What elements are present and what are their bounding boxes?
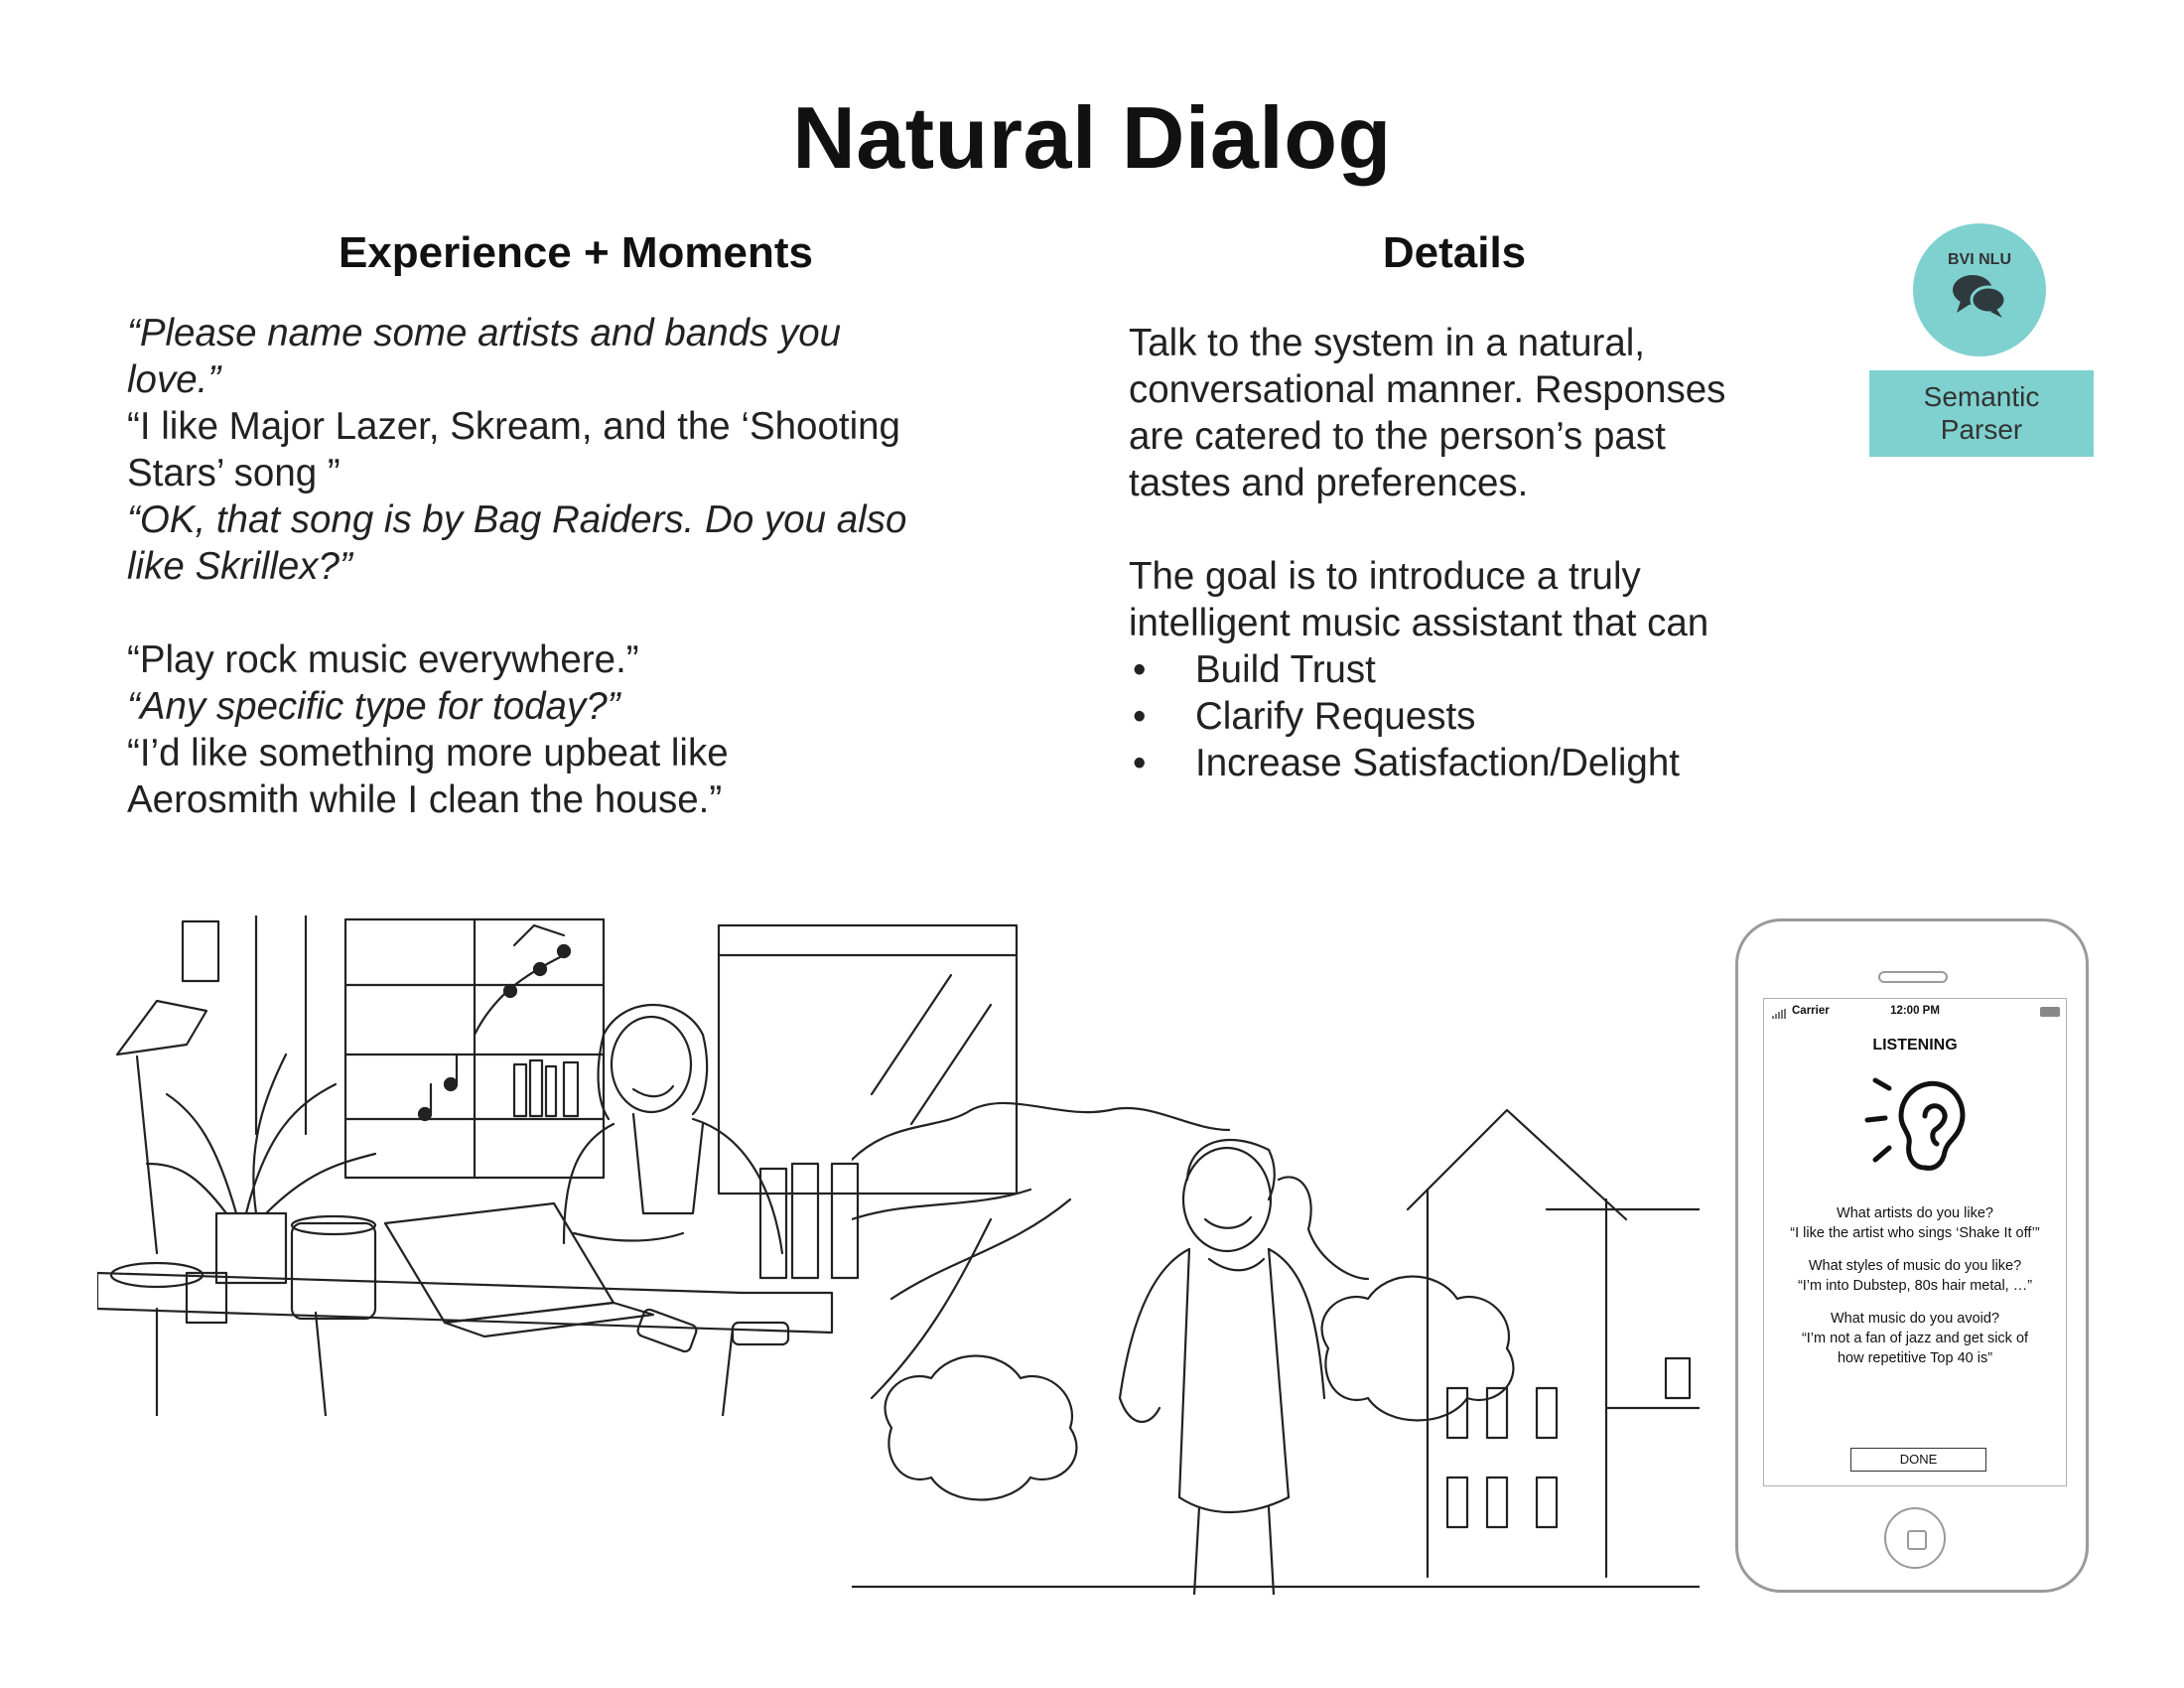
page-title: Natural Dialog xyxy=(792,88,1392,187)
qa-answer: “I’m not a fan of jazz and get sick of xyxy=(1801,1331,2029,1346)
badge-label: BVI NLU xyxy=(1948,251,2011,268)
bullet: • xyxy=(1133,742,1147,784)
dialog-line: like Skrillex?” xyxy=(127,545,352,588)
phone-mockup xyxy=(1735,918,2089,1593)
details-line: The goal is to introduce a truly xyxy=(1129,555,1641,598)
listening-heading: LISTENING xyxy=(1872,1037,1958,1054)
dialog-line: love.” xyxy=(127,358,221,401)
dialog-line: “Any specific type for today?” xyxy=(127,685,620,728)
qa-item xyxy=(1764,1203,2066,1243)
details-line: intelligent music assistant that can xyxy=(1129,602,1709,644)
done-button[interactable]: DONE xyxy=(1850,1448,1986,1472)
dialog-line: “I like Major Lazer, Skream, and the ‘Shooting xyxy=(127,405,900,448)
bvi-nlu-badge xyxy=(1913,223,2046,356)
semantic-parser-label xyxy=(1869,370,2094,457)
semantic-parser-line: Parser xyxy=(1940,414,2023,445)
details-line: are catered to the person’s past xyxy=(1129,415,1666,458)
experience-heading: Experience + Moments xyxy=(338,228,814,277)
details-heading: Details xyxy=(1382,228,1527,277)
phone-screen xyxy=(1763,998,2067,1486)
dialog-line: “I’d like something more upbeat like xyxy=(127,732,729,774)
qa-question: What artists do you like? xyxy=(1837,1205,1993,1221)
bullet: • xyxy=(1133,648,1147,691)
goal-label: Increase Satisfaction/Delight xyxy=(1195,742,1680,784)
goal-item xyxy=(1129,693,1824,740)
chat-bubbles-icon xyxy=(1951,273,2008,319)
semantic-parser-line: Semantic xyxy=(1923,381,2040,412)
dialog-line: Aerosmith while I clean the house.” xyxy=(127,778,723,821)
dialog-line: “OK, that song is by Bag Raiders. Do you also xyxy=(127,498,907,541)
qa-item xyxy=(1764,1256,2066,1296)
bullet: • xyxy=(1133,695,1147,738)
status-time: 12:00 PM xyxy=(1890,1005,1940,1017)
dialog-line: “Play rock music everywhere.” xyxy=(127,638,639,681)
experience-dialog xyxy=(127,310,1021,823)
qa-answer: how repetitive Top 40 is” xyxy=(1837,1350,1993,1366)
details-text xyxy=(1129,320,1824,786)
battery-icon xyxy=(2040,1007,2060,1017)
dialog-line: “Please name some artists and bands you xyxy=(127,312,842,354)
ear-icon xyxy=(1863,1076,1973,1176)
status-bar xyxy=(1764,1005,2066,1021)
goal-list xyxy=(1129,646,1824,786)
dialog-line: Stars’ song ” xyxy=(127,452,341,494)
goal-label: Build Trust xyxy=(1195,648,1376,691)
qa-item xyxy=(1764,1309,2066,1368)
details-line: tastes and preferences. xyxy=(1129,462,1529,504)
street-illustration xyxy=(852,1100,1700,1595)
phone-speaker xyxy=(1878,971,1948,983)
qa-question: What music do you avoid? xyxy=(1830,1311,2000,1327)
qa-question: What styles of music do you like? xyxy=(1808,1258,2022,1274)
goal-item xyxy=(1129,740,1824,786)
details-line: conversational manner. Responses xyxy=(1129,368,1726,411)
qa-answer: “I’m into Dubstep, 80s hair metal, …” xyxy=(1797,1278,2033,1294)
goal-label: Clarify Requests xyxy=(1195,695,1476,738)
qa-answer: “I like the artist who sings ‘Shake It off’” xyxy=(1790,1225,2040,1241)
details-line: Talk to the system in a natural, xyxy=(1129,322,1645,364)
carrier-label: Carrier xyxy=(1792,1005,1830,1017)
goal-item xyxy=(1129,646,1824,693)
home-button[interactable] xyxy=(1884,1507,1946,1569)
